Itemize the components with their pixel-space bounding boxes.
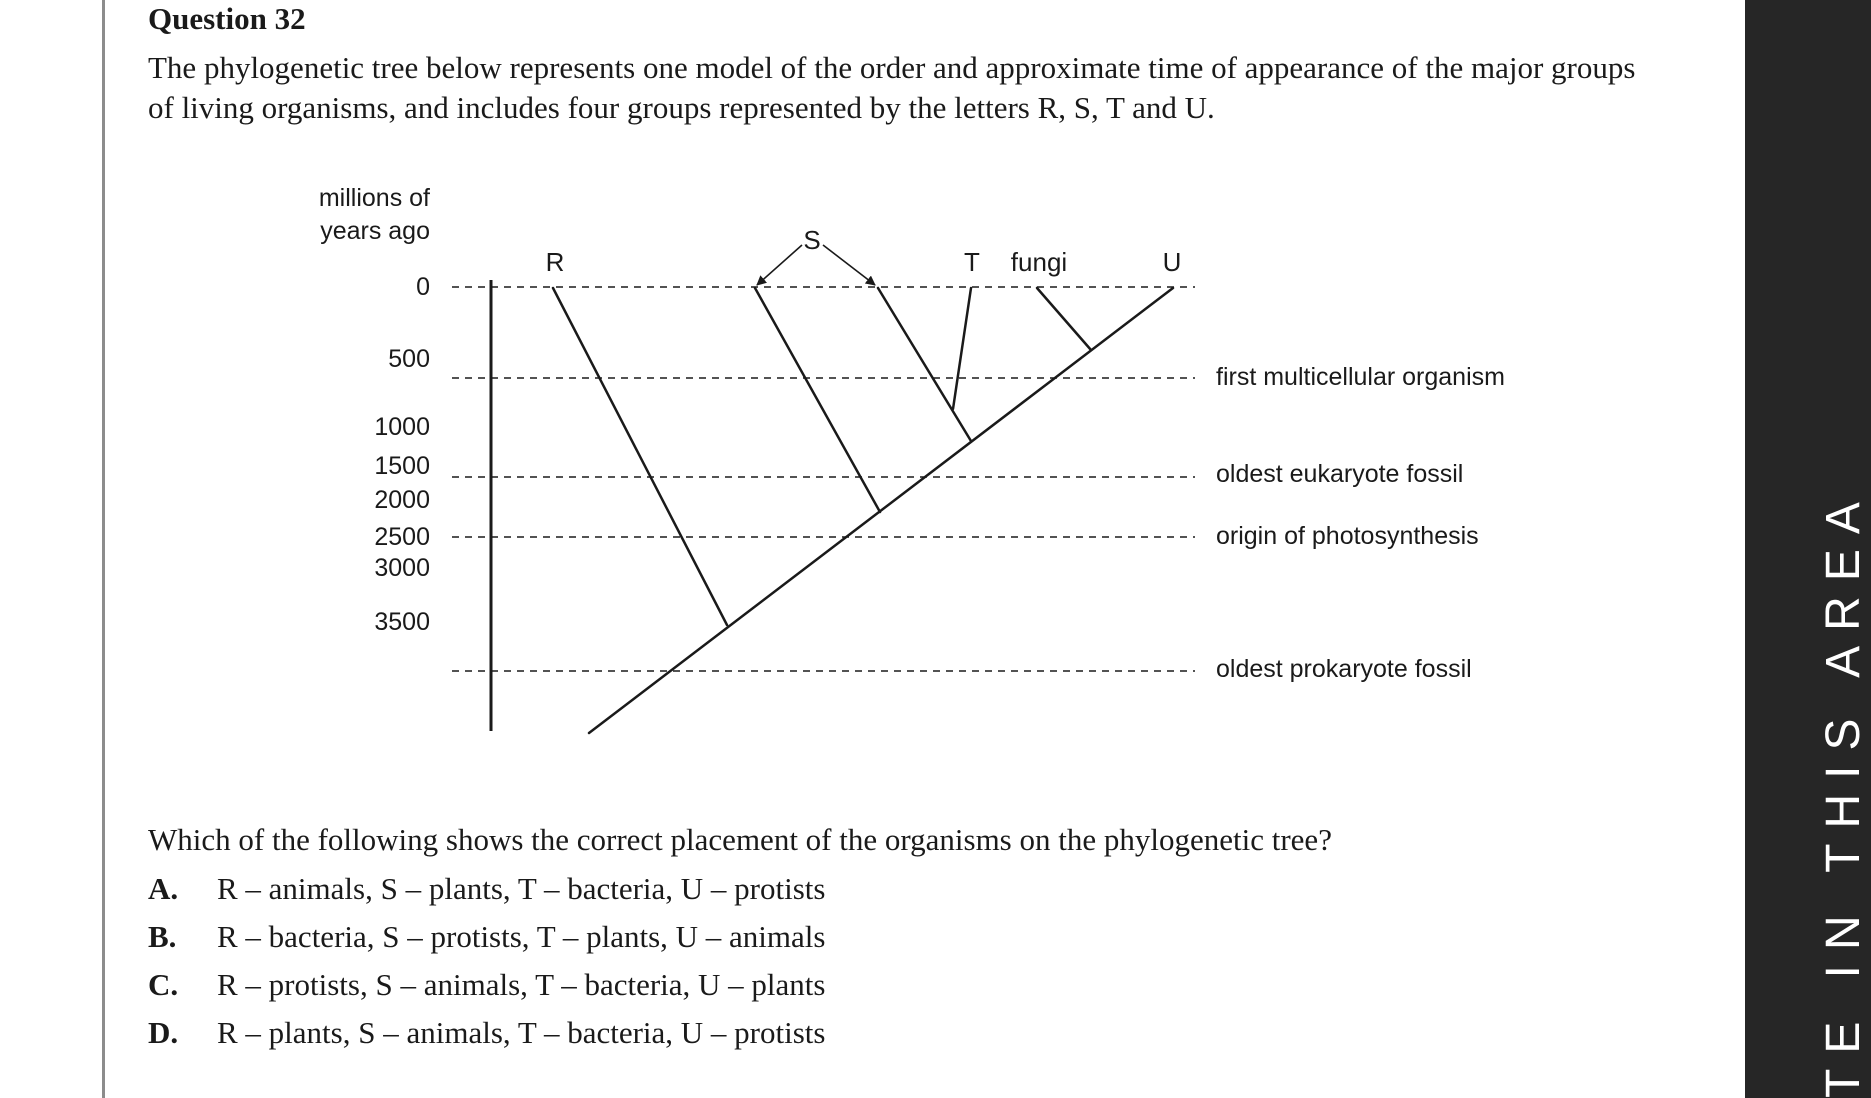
event-label: origin of photosynthesis [1216, 522, 1479, 550]
tick-label: 2000 [374, 486, 430, 514]
option-text: R – animals, S – plants, T – bacteria, U – protists [217, 871, 826, 906]
event-label: oldest prokaryote fossil [1216, 655, 1472, 683]
label-u: U [1162, 247, 1182, 277]
branch-s [755, 288, 880, 512]
tick-label: 500 [388, 345, 430, 373]
question-title: Question 32 [148, 1, 306, 36]
main-trunk [589, 288, 1173, 733]
tick-label: 3000 [374, 554, 430, 582]
label-s: S [803, 225, 821, 255]
event-label: oldest eukaryote fossil [1216, 460, 1464, 488]
option-text: R – protists, S – animals, T – bacteria, U – plants [217, 967, 826, 1002]
tick-label: 0 [416, 273, 430, 301]
branch-t-fungi-stem [953, 288, 971, 409]
question-prompt: Which of the following shows the correct placement of the organisms on the phylogenetic tree? [148, 822, 1332, 857]
label-r: R [545, 247, 565, 277]
branch-fungi [1037, 288, 1091, 350]
tick-label: 1500 [374, 452, 430, 480]
option-text: R – bacteria, S – protists, T – plants, U – animals [217, 919, 826, 954]
branch-r [553, 288, 727, 625]
option-letter: B. [148, 919, 177, 954]
s-arrow-left [757, 245, 802, 285]
question-intro: The phylogenetic tree below represents one model of the order and approximate time of appearance of the major groups of living organisms, and includes four groups represented by the letters R, S, T and U. [148, 50, 1636, 125]
event-label: first multicellular organism [1216, 363, 1505, 391]
option-text: R – plants, S – animals, T – bacteria, U – protists [217, 1015, 826, 1050]
option-letter: A. [148, 871, 179, 906]
label-fungi: fungi [1010, 247, 1068, 277]
tick-label: 2500 [374, 523, 430, 551]
s-arrow-right [823, 245, 875, 285]
option-letter: D. [148, 1015, 179, 1050]
tick-label: 1000 [374, 413, 430, 441]
tick-label: 3500 [374, 608, 430, 636]
axis-title-line1: millions of [318, 184, 430, 212]
branch-s-split [878, 288, 971, 441]
label-t: T [964, 247, 980, 277]
option-letter: C. [148, 967, 179, 1002]
margin-banner-text: TE IN THIS AREA [1817, 487, 1870, 1098]
axis-title-line2: years ago [320, 217, 430, 245]
